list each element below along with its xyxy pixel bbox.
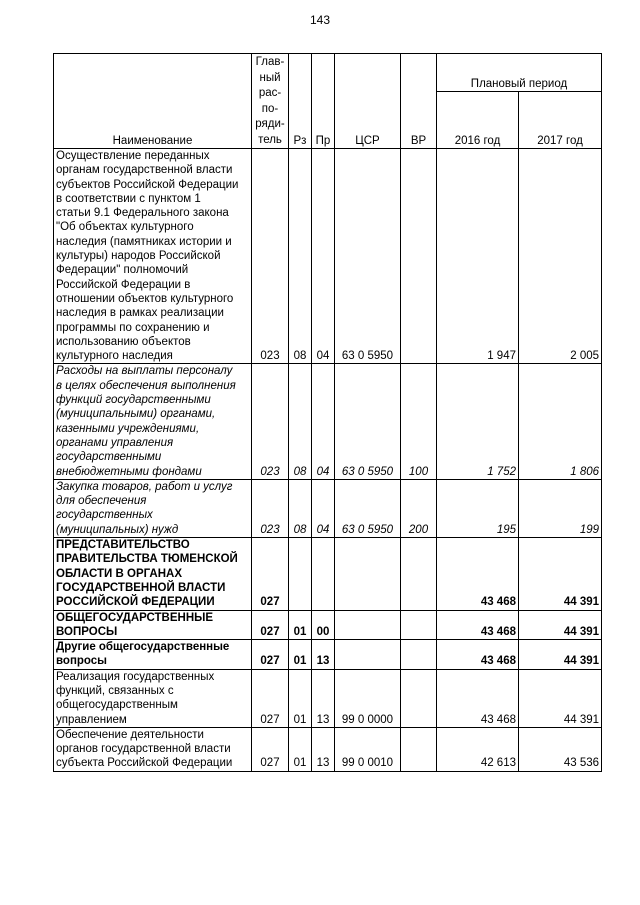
table-row	[54, 610, 602, 640]
row-2016: 1 752	[437, 364, 519, 479]
row-2016: 195	[437, 479, 519, 537]
row-rz: 01	[289, 640, 312, 670]
row-gr: 027	[252, 727, 289, 771]
row-gr: 027	[252, 640, 289, 670]
row-vr	[401, 727, 437, 771]
row-rz: 08	[289, 149, 312, 364]
row-csr	[335, 538, 401, 610]
row-gr: 023	[252, 479, 289, 537]
header-glavny-line: ный	[259, 71, 281, 84]
budget-table	[53, 53, 602, 772]
row-2016: 1 947	[437, 149, 519, 364]
row-pr	[312, 538, 335, 610]
header-glavny-line: по-	[261, 102, 279, 115]
row-pr: 04	[312, 364, 335, 479]
table-row	[54, 727, 602, 771]
row-2016: 43 468	[437, 610, 519, 640]
row-pr: 13	[312, 727, 335, 771]
page-number: 143	[309, 13, 331, 27]
row-rz: 01	[289, 727, 312, 771]
row-2016: 42 613	[437, 727, 519, 771]
row-2017: 199	[519, 479, 602, 537]
row-vr	[401, 538, 437, 610]
row-pr: 13	[312, 669, 335, 727]
row-csr: 63 0 5950	[335, 364, 401, 479]
header-glavny	[252, 54, 289, 149]
row-name: Обеспечение деятельности органов государственной власти субъекта Российской Федерации	[54, 727, 252, 771]
row-2016: 43 468	[437, 669, 519, 727]
row-name: Закупка товаров, работ и услуг для обеспечения государственных (муниципальных) нужд	[54, 479, 252, 537]
header-pr: Пр	[312, 54, 335, 149]
row-vr	[401, 610, 437, 640]
header-year-2016: 2016 год	[437, 92, 519, 149]
row-csr	[335, 640, 401, 670]
table-row	[54, 538, 602, 610]
row-gr: 023	[252, 149, 289, 364]
row-vr	[401, 149, 437, 364]
row-gr: 027	[252, 610, 289, 640]
row-name: Осуществление переданных органам государственной власти субъектов Российской Федерации в соответствии с пунктом 1 статьи 9.1 Федерального закона "Об объектах культурного наследия (памятниках истории и культуры) народов Российской Федерации" полномочий Российской Федерации в отношении объектов культурного наследия в рамках реализации программы по сохранению и использованию объектов культурного наследия	[54, 149, 252, 364]
header-vr: ВР	[401, 54, 437, 149]
table-row	[54, 669, 602, 727]
header-year-2017: 2017 год	[519, 92, 602, 149]
row-csr: 63 0 5950	[335, 149, 401, 364]
table-row	[54, 364, 602, 479]
row-csr	[335, 610, 401, 640]
row-2017: 44 391	[519, 640, 602, 670]
header-csr: ЦСР	[335, 54, 401, 149]
header-plan-period: Плановый период	[437, 54, 602, 92]
row-csr: 99 0 0000	[335, 669, 401, 727]
row-2017: 43 536	[519, 727, 602, 771]
row-pr: 04	[312, 149, 335, 364]
table-row	[54, 640, 602, 670]
row-name: Другие общегосударственные вопросы	[54, 640, 252, 670]
row-2016: 43 468	[437, 640, 519, 670]
row-name: ОБЩЕГОСУДАРСТВЕННЫЕ ВОПРОСЫ	[54, 610, 252, 640]
header-glavny-line: Глав-	[255, 56, 285, 68]
row-pr: 00	[312, 610, 335, 640]
header-rz: Рз	[289, 54, 312, 149]
row-gr: 027	[252, 669, 289, 727]
header-row-top	[54, 54, 602, 92]
row-2017: 1 806	[519, 364, 602, 479]
row-2016: 43 468	[437, 538, 519, 610]
row-pr: 13	[312, 640, 335, 670]
header-glavny-line: рас-	[258, 87, 282, 99]
row-2017: 44 391	[519, 669, 602, 727]
row-vr	[401, 640, 437, 670]
row-csr: 99 0 0010	[335, 727, 401, 771]
row-rz: 08	[289, 364, 312, 479]
row-vr	[401, 669, 437, 727]
row-2017: 44 391	[519, 610, 602, 640]
row-rz	[289, 538, 312, 610]
row-name: Реализация государственных функций, связанных с общегосударственным управлением	[54, 669, 252, 727]
row-csr: 63 0 5950	[335, 479, 401, 537]
row-pr: 04	[312, 479, 335, 537]
row-name: ПРЕДСТАВИТЕЛЬСТВО ПРАВИТЕЛЬСТВА ТЮМЕНСКОЙ ОБЛАСТИ В ОРГАНАХ ГОСУДАРСТВЕННОЙ ВЛАСТИ РОССИЙСКОЙ ФЕДЕРАЦИИ	[54, 538, 252, 610]
table-row	[54, 149, 602, 364]
row-rz: 08	[289, 479, 312, 537]
header-name: Наименование	[54, 54, 252, 149]
row-2017: 44 391	[519, 538, 602, 610]
row-rz: 01	[289, 610, 312, 640]
row-vr: 200	[401, 479, 437, 537]
table-row	[54, 479, 602, 537]
row-name: Расходы на выплаты персоналу в целях обеспечения выполнения функций государственными (муниципальными) органами, казенными учреждениями, органами управления государственными внебюджетными фондами	[54, 364, 252, 479]
row-gr: 027	[252, 538, 289, 610]
row-gr: 023	[252, 364, 289, 479]
header-glavny-line: ряди-	[255, 118, 285, 130]
row-rz: 01	[289, 669, 312, 727]
row-vr: 100	[401, 364, 437, 479]
header-glavny-line: тель	[258, 133, 282, 146]
row-2017: 2 005	[519, 149, 602, 364]
